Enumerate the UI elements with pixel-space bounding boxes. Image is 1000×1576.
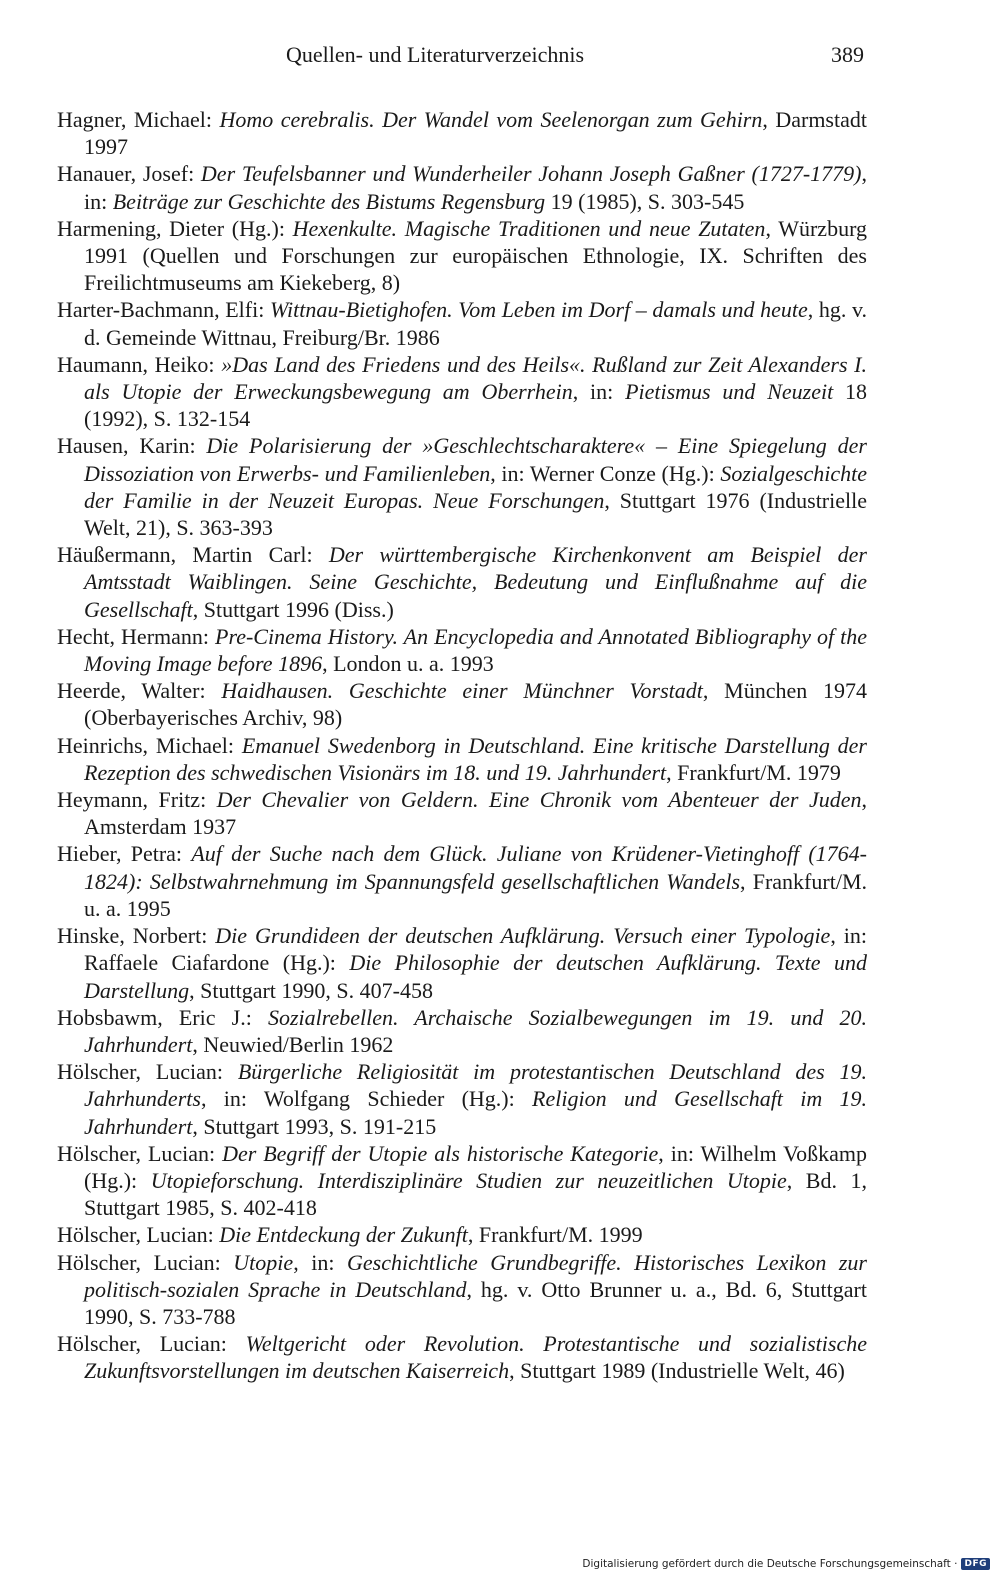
entry-text: , Würzburg 1991 (Quellen und Forschungen zur europäischen Ethnologie, IX. Schriften des Freilichtmuseums am Kiekeberg, 8) xyxy=(84,215,868,296)
entry-title-text: Utopieforschung. Interdisziplinäre Studien zur neuzeitlichen Utopie xyxy=(150,1167,787,1193)
entry-title-text: Die Polarisierung der »Geschlechtscharaktere« – Eine Spiegelung der Dissoziation von Erwerbs- und Familienleben xyxy=(84,433,867,486)
entry-title-text: Religion und Gesellschaft im 19. Jahrhundert xyxy=(84,1086,868,1139)
entry-title-text: Pietismus und Neuzeit xyxy=(625,379,834,405)
bibliography-entry xyxy=(57,840,867,922)
bibliography-entry xyxy=(57,732,867,786)
dfg-logo-icon: DFG xyxy=(961,1558,990,1570)
bibliography-entry xyxy=(57,1249,867,1331)
entry-title-text: Utopie xyxy=(233,1249,294,1275)
entry-text: Heerde, Walter: xyxy=(57,678,222,704)
entry-text: , in: xyxy=(293,1249,347,1275)
running-head xyxy=(286,40,864,70)
entry-text: Haumann, Heiko: xyxy=(57,351,222,377)
entry-text: Hölscher, Lucian: xyxy=(57,1249,234,1275)
entry-text: , in: xyxy=(84,161,868,214)
entry-title-text: Geschichtliche Grundbegriffe. Historisches Lexikon zur politisch-sozialen Sprache in Deutschland xyxy=(84,1249,867,1302)
entry-title-text: Der Teufelsbanner und Wunderheiler Johann Joseph Gaßner (1727-1779) xyxy=(200,161,862,187)
bibliography-entry xyxy=(57,1004,867,1058)
bibliography-entry xyxy=(57,351,867,433)
bibliography-entry xyxy=(57,1330,867,1384)
bibliography-entry xyxy=(57,1221,867,1248)
entry-text: Hölscher, Lucian: xyxy=(57,1059,238,1085)
bibliography-entry xyxy=(57,432,867,541)
bibliography-entry xyxy=(57,215,867,297)
entry-title-text: Weltgericht oder Revolution. Protestantische und sozialistische Zukunftsvorstellungen im deutschen Kaiserreich xyxy=(84,1331,867,1384)
entry-text: Hölscher, Lucian: xyxy=(57,1331,246,1357)
entry-text: 19 (1985), S. 303-545 xyxy=(545,188,745,214)
entry-text: Hobsbawm, Eric J.: xyxy=(57,1004,268,1030)
bibliography-entry xyxy=(57,1058,867,1140)
bibliography-list xyxy=(57,106,867,1385)
bibliography-entry xyxy=(57,786,867,840)
entry-text: , London u. a. 1993 xyxy=(322,651,494,677)
entry-title-text: Die Entdeckung der Zukunft xyxy=(219,1222,468,1248)
entry-text: , Neuwied/Berlin 1962 xyxy=(192,1031,394,1057)
entry-title-text: Die Philosophie der deutschen Aufklärung. Texte und Darstellung xyxy=(84,950,868,1003)
entry-text: , in: Wolfgang Schieder (Hg.): xyxy=(200,1086,533,1112)
entry-text: , Stuttgart 1993, S. 191-215 xyxy=(192,1113,437,1139)
running-title: Quellen- und Literaturverzeichnis xyxy=(286,42,585,67)
entry-title-text: Bürgerliche Religiosität im protestantischen Deutschland des 19. Jahrhunderts xyxy=(84,1059,868,1112)
entry-text: Harter-Bachmann, Elfi: xyxy=(57,297,270,323)
entry-text: , hg. v. Otto Brunner u. a., Bd. 6, Stuttgart 1990, S. 733-788 xyxy=(84,1276,867,1329)
bibliography-entry xyxy=(57,1140,867,1222)
entry-title-text: Auf der Suche nach dem Glück. Juliane von Krüdener-Vietinghoff (1764-1824): Selbstwahrnehmung im Spannungsfeld gesellschaftlichen Wandels xyxy=(84,841,867,894)
bibliography-entry xyxy=(57,922,867,1004)
entry-text: Hagner, Michael: xyxy=(57,107,220,132)
entry-text: , Stuttgart 1990, S. 407-458 xyxy=(189,977,433,1003)
entry-title-text: Pre-Cinema History. An Encyclopedia and Annotated Bibliography of the Moving Image before 1896 xyxy=(84,623,868,677)
entry-title-text: Der württembergische Kirchenkonvent am Beispiel der Amtsstadt Waiblingen. Seine Geschichte, Bedeutung und Einflußnahme auf die Gesellschaft xyxy=(84,542,867,622)
bibliography-entry xyxy=(57,160,867,214)
entry-title-text: Sozialrebellen. Archaische Sozialbewegungen im 19. und 20. Jahrhundert xyxy=(84,1004,867,1057)
entry-title-text: Haidhausen. Geschichte einer Münchner Vorstadt xyxy=(221,678,703,704)
entry-title-text: Hexenkulte. Magische Traditionen und neue Zutaten xyxy=(292,215,766,241)
entry-text: , München 1974 (Oberbayerisches Archiv, 98) xyxy=(84,678,867,731)
entry-text: Hanauer, Josef: xyxy=(57,161,201,187)
entry-text: , Frankfurt/M. 1999 xyxy=(467,1222,643,1248)
entry-text: Hölscher, Lucian: xyxy=(57,1222,220,1248)
entry-text: , in: Wilhelm Voßkamp (Hg.): xyxy=(84,1140,867,1193)
page-number: 389 xyxy=(831,42,864,67)
entry-text: , in: Raffaele Ciafardone (Hg.): xyxy=(84,923,867,976)
footer-credit: Digitalisierung gefördert durch die Deutsche Forschungsgemeinschaft · xyxy=(582,1558,958,1570)
entry-text: Häußermann, Martin Carl: xyxy=(57,542,329,568)
entry-text: Hausen, Karin: xyxy=(57,433,207,459)
entry-text: , Bd. 1, Stuttgart 1985, S. 402-418 xyxy=(84,1167,868,1221)
entry-text: , Frankfurt/M. 1979 xyxy=(666,759,841,785)
entry-text: , hg. v. d. Gemeinde Wittnau, Freiburg/Br. 1986 xyxy=(84,297,868,350)
bibliography-entry xyxy=(57,623,867,677)
entry-title-text: Emanuel Swedenborg in Deutschland. Eine kritische Darstellung der Rezeption des schwedischen Visionärs im 18. und 19. Jahrhundert xyxy=(84,732,867,785)
bibliography-entry xyxy=(57,677,867,731)
entry-text: , in: xyxy=(572,379,626,405)
entry-text: , Stuttgart 1976 (Industrielle Welt, 21), S. 363-393 xyxy=(84,487,867,541)
entry-text: Hölscher, Lucian: xyxy=(57,1140,223,1166)
entry-text: Heymann, Fritz: xyxy=(57,787,217,813)
entry-text: Hieber, Petra: xyxy=(57,841,192,867)
entry-title-text: Der Begriff der Utopie als historische Kategorie xyxy=(222,1140,659,1166)
entry-text: , Stuttgart 1989 (Industrielle Welt, 46) xyxy=(509,1358,845,1384)
bibliography-entry xyxy=(57,541,867,623)
entry-text: , Amsterdam 1937 xyxy=(84,787,867,840)
entry-title-text: Die Grundideen der deutschen Aufklärung. Versuch einer Typologie xyxy=(215,923,831,949)
entry-text: Hecht, Hermann: xyxy=(57,623,216,649)
entry-title-text: »Das Land des Friedens und des Heils«. Rußland zur Zeit Alexanders I. als Utopie der Erweckungsbewegung am Oberrhein xyxy=(84,351,867,405)
entry-text: , in: Werner Conze (Hg.): xyxy=(490,460,721,486)
entry-text: , Frankfurt/M. u. a. 1995 xyxy=(84,868,867,921)
entry-text: , Darmstadt 1997 xyxy=(84,107,867,160)
digitization-footer xyxy=(582,1558,990,1570)
entry-title-text: Der Chevalier von Geldern. Eine Chronik vom Abenteuer der Juden xyxy=(216,787,862,813)
bibliography-entry xyxy=(57,106,867,160)
entry-title-text: Wittnau-Bietighofen. Vom Leben im Dorf – damals und heute xyxy=(269,297,808,323)
entry-text: Hinske, Norbert: xyxy=(57,923,216,949)
bibliography-entry xyxy=(57,296,867,350)
entry-title-text: Beiträge zur Geschichte des Bistums Regensburg xyxy=(112,188,546,214)
entry-text: Heinrichs, Michael: xyxy=(57,732,242,758)
entry-text: 18 (1992), S. 132-154 xyxy=(84,379,867,432)
entry-title-text: Homo cerebralis. Der Wandel vom Seelenorgan zum Gehirn xyxy=(219,107,763,132)
entry-text: , Stuttgart 1996 (Diss.) xyxy=(192,596,394,622)
entry-text: Harmening, Dieter (Hg.): xyxy=(57,215,293,241)
entry-title-text: Sozialgeschichte der Familie in der Neuzeit Europas. Neue Forschungen xyxy=(84,460,867,513)
